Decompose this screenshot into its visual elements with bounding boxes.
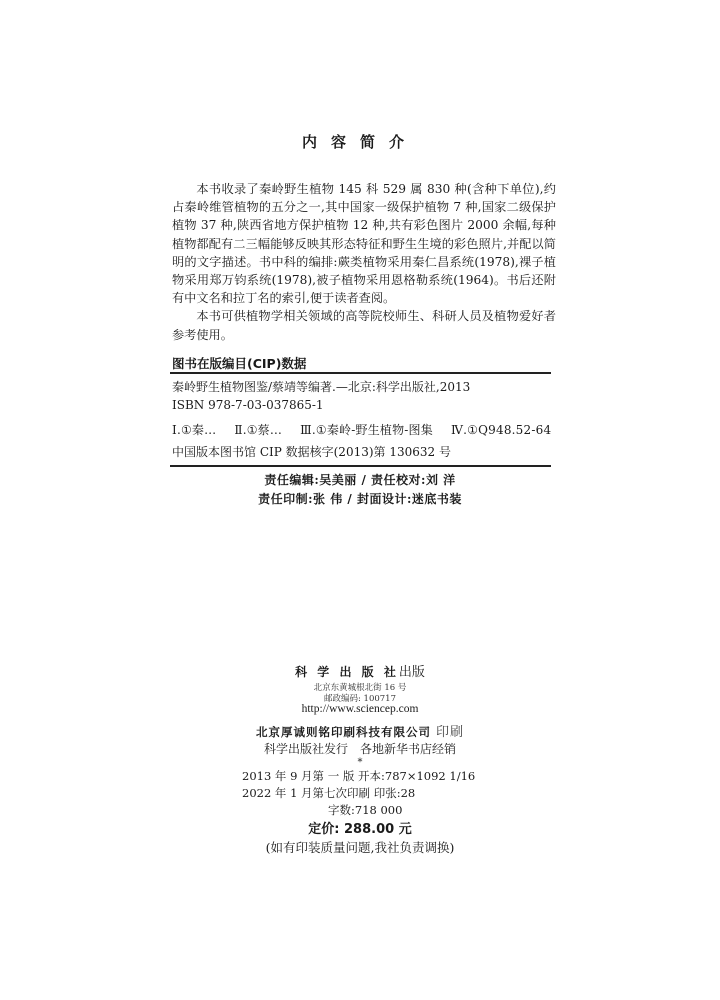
cip-class-item: Ⅱ.①蔡…	[234, 423, 283, 437]
cip-class-item: Ⅰ.①秦…	[172, 423, 217, 437]
quality-note: (如有印装质量问题,我社负责调换)	[265, 840, 455, 855]
cip-title-line: 秦岭野生植物图鉴/蔡靖等编著.—北京:科学出版社,2013	[172, 380, 471, 394]
price: 定价: 288.00 元	[308, 822, 412, 837]
word-count: 字数:718 000	[328, 803, 403, 817]
staff-editors: 责任编辑:吴美丽 / 责任校对:刘 洋	[264, 473, 456, 487]
intro-section	[172, 180, 556, 344]
separator-asterisk: *	[357, 757, 363, 768]
page-title: 内容简介	[301, 133, 418, 151]
cip-top-rule	[170, 372, 551, 374]
printing-line: 2022 年 1 月第七次印刷 印张:28	[242, 786, 416, 800]
cip-record-number: 中国版本图书馆 CIP 数据核字(2013)第 130632 号	[172, 445, 451, 459]
cip-class-item: Ⅲ.①秦岭-野生植物-图集	[300, 423, 433, 437]
publisher-zip: 邮政编码: 100717	[323, 694, 396, 704]
publisher-name-text: 科 学 出 版 社	[295, 665, 399, 679]
cip-isbn: ISBN 978-7-03-037865-1	[172, 398, 324, 412]
cip-class-item: Ⅳ.①Q948.52-64	[450, 423, 552, 437]
printer-suffix: 印刷	[436, 725, 465, 740]
intro-paragraph: 本书可供植物学相关领域的高等院校师生、科研人员及植物爱好者参考使用。	[172, 309, 556, 342]
cip-classification	[172, 421, 565, 438]
cip-heading: 图书在版编目(CIP)数据	[172, 356, 307, 371]
publisher-name	[0, 661, 720, 680]
publisher-name-suffix: 出版	[398, 665, 425, 680]
printer	[0, 721, 720, 740]
edition-line: 2013 年 9 月第 一 版 开本:787×1092 1/16	[242, 769, 476, 783]
distribution: 科学出版社发行 各地新华书店经销	[263, 742, 456, 756]
publisher-address: 北京东黄城根北街 16 号	[313, 683, 407, 693]
staff-production: 责任印制:张 伟 / 封面设计:迷底书装	[258, 492, 462, 506]
cip-bottom-rule	[170, 465, 551, 467]
printer-name: 北京厚诚则铭印刷科技有限公司	[255, 725, 431, 739]
intro-paragraph: 本书收录了秦岭野生植物 145 科 529 属 830 种(含种下单位),约占秦岭维管植物的五分之一,其中国家一级保护植物 7 种,国家二级保护植物 37 种,陕西省地方保护植物 12 种,共有彩色图片 2000 余幅,每种植物都配有二三幅能够反映其形态特征和野生生境的彩色照片,并配以简明的文字描述。书中科的编排:蕨类植物采用秦仁昌系统(1978),裸子植物采用郑万钧系统(1978),被子植物采用恩格勒系统(1964)。书后还附有中文名和拉丁名的索引,便于读者查阅。	[172, 182, 556, 306]
publisher-url: http://www.sciencep.com	[301, 703, 419, 715]
